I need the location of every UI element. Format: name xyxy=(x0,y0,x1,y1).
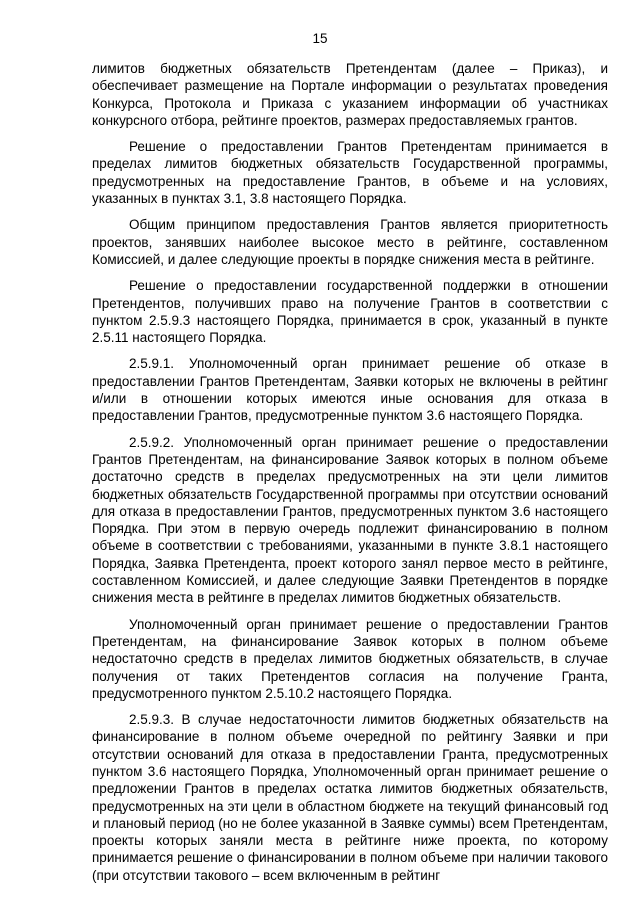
page-number: 15 xyxy=(312,31,328,46)
paragraph-3: Общим принципом предоставления Грантов является приоритетность проектов, занявших наиболее высокое место в рейтинге, составленном Комиссией, и далее следующие проекты в порядке снижения места в рейтинге. xyxy=(92,217,608,267)
paragraph-1: лимитов бюджетных обязательств Претендентам (далее – Приказ), и обеспечивает размещение на Портале информации о результатах проведения Конкурса, Протокола и Приказа с указанием информации об участниках конкурсного отбора, рейтинге проектов, размерах предоставляемых грантов. xyxy=(92,61,608,128)
paragraph-7: Уполномоченный орган принимает решение о предоставлении Грантов Претендентам, на финансирование Заявок которых в полном объеме недостаточно средств в пределах лимитов бюджетных обязательств, в случае получения от таких Претендентов согласия на получение Гранта, предусмотренного пунктом 2.5.10.2 настоящего Порядка. xyxy=(92,616,608,701)
paragraph-6: 2.5.9.2. Уполномоченный орган принимает решение о предоставлении Грантов Претендентам, на финансирование Заявок которых в полном объеме достаточно средств в пределах предусмотренных на эти цели лимитов бюджетных обязательств Государственной программы при отсутствии оснований для отказа в предоставлении Грантов, предусмотренных пунктом 3.6 настоящего Порядка. При этом в первую очередь подлежит финансированию в полном объеме в соответствии с требованиями, указанными в пункте 3.8.1 настоящего Порядка, Заявка Претендента, проект которого занял первое место в рейтинге, составленном Комиссией, и далее следующие Заявки Претендентов в порядке снижения места в рейтинге в пределах лимитов бюджетных обязательств. xyxy=(92,434,608,606)
paragraph-5: 2.5.9.1. Уполномоченный орган принимает решение об отказе в предоставлении Грантов Претендентам, Заявки которых не включены в рейтинг и/или в отношении которых имеются иные основания для отказа в предоставлении Грантов, предусмотренные пунктом 3.6 настоящего Порядка. xyxy=(92,356,608,424)
paragraph-4: Решение о предоставлении государственной поддержки в отношении Претендентов, получивших право на получение Грантов в соответствии с пунктом 2.5.9.3 настоящего Порядка, принимается в срок, указанный в пункте 2.5.11 настоящего Порядка. xyxy=(92,278,608,346)
paragraph-2: Решение о предоставлении Грантов Претендентам принимается в пределах лимитов бюджетных обязательств Государственной программы, предусмотренных на предоставление Грантов, в объеме и на условиях, указанных в пунктах 3.1, 3.8 настоящего Порядка. xyxy=(92,139,608,207)
document-body xyxy=(92,60,608,893)
paragraph-8: 2.5.9.3. В случае недостаточности лимитов бюджетных обязательств на финансирование в полном объеме очередной по рейтингу Заявки и при отсутствии оснований для отказа в предоставлении Гранта, предусмотренных пунктом 3.6 настоящего Порядка, Уполномоченный орган принимает решение о предложении Грантов в пределах остатка лимитов бюджетных обязательств, предусмотренных на эти цели в областном бюджете на текущий финансовый год и плановый период (но не более указанной в Заявке суммы) всем Претендентам, проекты которых заняли места в рейтинге ниже проекта, по которому принимается решение о финансировании в полном объеме при наличии такового (при отсутствии такового – всем включенным в рейтинг xyxy=(92,712,608,883)
